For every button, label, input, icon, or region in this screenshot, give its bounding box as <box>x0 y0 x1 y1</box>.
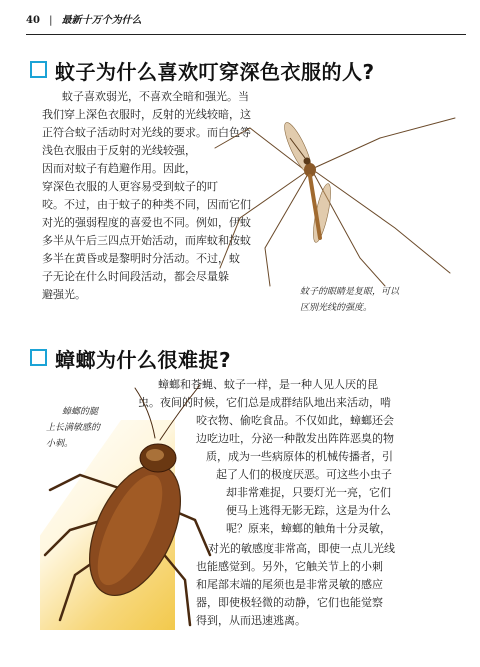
s1-line: 多半在黄昏或是黎明时分活动。不过，蚊 <box>42 252 240 265</box>
s2-line: 边吃边吐，分泌一种散发出阵阵恶臭的物 <box>196 432 394 445</box>
s2-line: 起了人们的极度厌恶。可这些小虫子 <box>216 468 392 481</box>
s1-line: 蚊子喜欢弱光，不喜欢全暗和强光。当 <box>62 90 249 103</box>
cockroach-caption-line: 小刺。 <box>46 439 74 449</box>
page-number: 40 <box>26 15 40 26</box>
section-2-title <box>30 344 231 373</box>
s1-line: 对光的强弱程度的喜爱也不同。例如，伊蚊 <box>42 216 251 229</box>
s2-line: 便马上逃得无影无踪，这是为什么 <box>226 504 391 517</box>
s2-line: 咬衣物、偷吃食品。不仅如此，蟑螂还会 <box>196 414 394 427</box>
s1-line: 咬。不过，由于蚊子的种类不同，因而它们 <box>42 198 251 211</box>
s2-line: 得到，从而迅速逃离。 <box>196 614 306 627</box>
title-box-icon <box>30 349 47 366</box>
mosquito-caption <box>300 284 399 316</box>
s2-line: 对光的敏感度非常高，即使一点儿光线 <box>208 542 395 555</box>
page-header <box>26 10 466 35</box>
s2-line: 和尾部末端的尾须也是非常灵敏的感应 <box>196 578 383 591</box>
s1-line: 因而对蚊子有趋避作用。因此， <box>42 162 196 175</box>
title-box-icon <box>30 61 47 78</box>
s2-line: 也能感觉到。另外，它触关节上的小刺 <box>196 560 383 573</box>
s1-line: 子无论在什么时间段活动，都会尽量躲 <box>42 270 229 283</box>
s2-line: 却非常难捉，只要灯光一亮，它们 <box>226 486 391 499</box>
section-1-title <box>30 56 375 85</box>
s2-line: 蟑螂和苍蝇、蚊子一样，是一种人见人厌的昆 <box>158 378 378 391</box>
header-separator: | <box>49 15 53 26</box>
s1-line: 穿深色衣服的人更容易受到蚊子的叮 <box>42 180 218 193</box>
mosquito-caption-line: 蚊子的眼睛是复眼，可以 <box>300 287 400 297</box>
s1-line: 避强光。 <box>42 288 86 301</box>
section-1-title-text: 蚊子为什么喜欢叮穿深色衣服的人? <box>55 60 375 84</box>
s1-line: 正符合蚊子活动时对光线的要求。而白色等 <box>42 126 251 139</box>
cockroach-caption <box>46 404 100 452</box>
s1-line: 我们穿上深色衣服时，反射的光线较暗，这 <box>42 108 251 121</box>
s2-line: 呢？原来，蟑螂的触角十分灵敏， <box>226 522 391 535</box>
series-title: 最新十万个为什么 <box>61 15 142 26</box>
s2-line: 虫。夜间的时候，它们总是成群结队地出来活动，啃 <box>138 396 391 409</box>
section-2-title-text: 蟑螂为什么很难捉? <box>55 348 232 372</box>
cockroach-caption-line: 蟑螂的腿 <box>62 407 99 417</box>
s1-line: 浅色衣服由于反射的光线较强， <box>42 144 196 157</box>
s1-line: 多半从午后三四点开始活动，而库蚊和按蚊 <box>42 234 251 247</box>
cockroach-caption-line: 上长满敏感的 <box>46 423 101 433</box>
mosquito-caption-line: 区别光线的强度。 <box>300 303 373 313</box>
s2-line: 质，成为一些病原体的机械传播者，引 <box>206 450 393 463</box>
mosquito-illustration <box>210 108 460 288</box>
s2-line: 器，即使极轻微的动静，它们也能觉察 <box>196 596 383 609</box>
